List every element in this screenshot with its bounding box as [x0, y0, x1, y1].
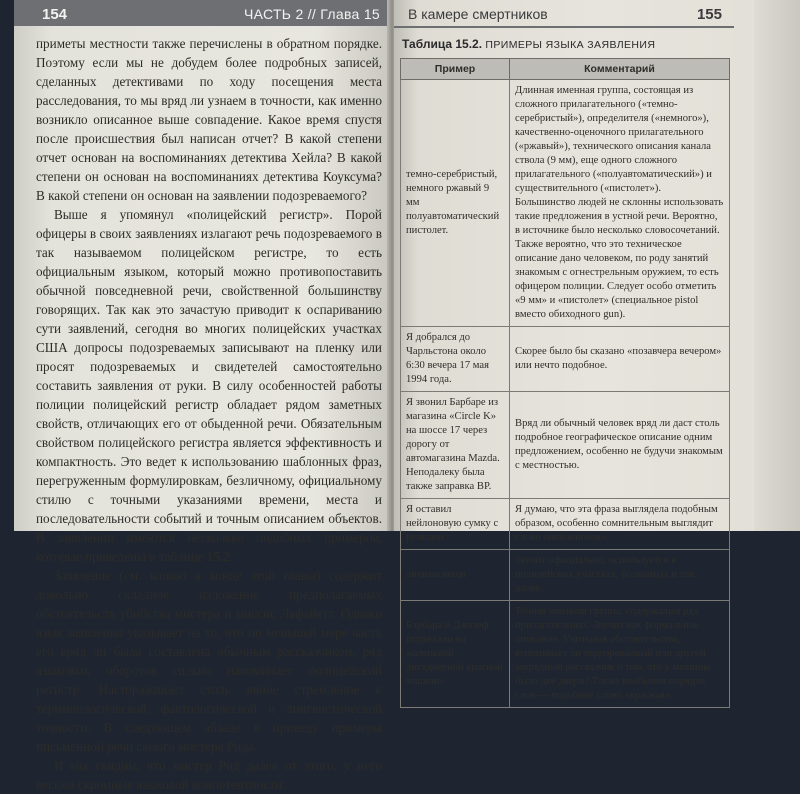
table-row [401, 550, 730, 601]
column-header-comment: Комментарий [510, 59, 730, 80]
comment-cell: Я думаю, что эта фраза выглядела подобным образом, особенно сомнительным выглядит слово «нейлоновая». [510, 499, 730, 550]
right-page-number: 155 [696, 6, 722, 23]
table-row [401, 601, 730, 708]
paragraph: И мы увидим, что мистер Рид далек от этого, у него весьма скромные языковой компетентности. [36, 758, 382, 792]
paragraph: приметы местности также перечислены в обратном порядке. Поэтому если мы не добудем более подробных записей, сделанных детективами по ходу посещения места расследования, то мы вряд ли узнаем в точности, как именно возникло описанное выше совпадение. Какое время спустя после происшествия был написан отчет? В какой степени отчет основан на воспоминаниях детектива Хейла? В какой степени он основан на воспоминаниях детектива Коуксума? В какой степени он основан на заявлении подозреваемого? [36, 36, 382, 203]
example-cell: Я звонил Барбаре из магазина «Circle K» на шоссе 17 через дорогу от автомагазина Mazda. Неподалеку была также заправка BP. [401, 392, 510, 499]
right-running-head: В камере смертников [408, 6, 548, 22]
table-row [401, 392, 730, 499]
left-page [14, 0, 390, 792]
table-label: Таблица 15.2. [402, 37, 483, 51]
example-cell: Я добрался до Чарльстона около 6:30 вечера 17 мая 1994 года. [401, 327, 510, 392]
comment-cell: Вряд ли обычный человек вряд ли даст столь подробное географическое описание одним предложением, особенно не будучи знакомым с местностью. [510, 392, 730, 499]
example-cell: Я оставил нейлоновую сумку с ручками [401, 499, 510, 550]
left-running-head: ЧАСТЬ 2 // Глава 15 [244, 6, 380, 22]
comment-cell: Звучит официально, используется в полицейских участках, больницах и так далее. [510, 550, 730, 601]
table-caption [402, 37, 655, 51]
table-row [401, 80, 730, 327]
column-header-example: Пример [401, 59, 510, 80]
left-page-header [14, 0, 390, 26]
examples-table [400, 58, 730, 708]
right-page [394, 0, 800, 701]
left-page-number: 154 [42, 6, 68, 23]
table-row [401, 327, 730, 392]
paragraph: Выше я упомянул «полицейский регистр». Порой офицеры в своих заявлениях излагают речь подозреваемого в так называемом полицейском регистре, то есть официальным языком, который можно противопоставить обычной повседневной речи, свойственной большинству говорящих. Так как это зачастую приводит к оспариванию сути заявлений, сегодня во многих полицейских участках США допросы подозреваемых записывают на пленку или просят подозреваемых и свидетелей самостоятельно составить заявления от руки. В силу особенностей работы полиции полицейский регистр обладает рядом заметных свойств, отличающих его от обыденной речи. Обязательным свойством полицейского регистра является эффективность и компактность. Это ведет к использованию шаблонных фраз, перегруженным формулировкам, безличному, официальному стилю с точными указаниями времени, места и последовательности событий и точным описанием объектов. В заявлении имеются несколько подобных примеров, которые приведены в таблице 15.2. [36, 207, 382, 564]
book-spread [14, 0, 800, 792]
table-header-row [401, 59, 730, 80]
page-edge [754, 0, 800, 531]
example-cell: темно-серебристый, немного ржавый 9 мм полуавтоматический пистолет. [401, 80, 510, 327]
comment-cell: Точная именная группа, содержащая ряд прилагательных. Звучит как формальное описание. Учитывая обстоятельства, вспоминает ли подозреваемый или другой заурядный рассказчик о том, что у машины было две двери? Также необычен порядок слов — подобное слово «красная». [510, 601, 730, 708]
example-cell: личные вещи [401, 550, 510, 601]
comment-cell: Скорее было бы сказано «позавчера вечером» или нечто подобное. [510, 327, 730, 392]
paragraph: Заявление (см. копию в конце этой главы) содержит довольно складное изложение предполагаемых обстоятельств убийства мистера и миссис Лафайетт. Однако язык заявления указывает на то, что по меньшей мере часть его вряд ли была составлена обычным рассказчиком, ряд языковых оборотов сильно напоминает полицейский регистр. Настораживает столь явное стремление к терминологической, фактологической и лингвистической точности. В следующем абзаце я приведу примеры письменной речи самого мистера Рида. [36, 568, 382, 754]
table-title: ПРИМЕРЫ ЯЗЫКА ЗАЯВЛЕНИЯ [485, 39, 656, 51]
table-row [401, 499, 730, 550]
example-cell: Барбара и Джозеф подъехали на маленькой двухдверной красной машине. [401, 601, 510, 708]
comment-cell: Длинная именная группа, состоящая из сложного прилагательного («темно-серебристый»), определителя («немного»), качественно-оценочного прилагательного («ржавый»), технического описания канала ствола (9 мм), еще одного сложного прилагательного («полуавтоматический») и существительного («пистолет»). Большинство людей не склонны использовать такие предложения в устной речи. Вероятно, в источнике было несколько словосочетаний. Также вероятно, что это техническое описание дано человеком, по роду занятий знакомым с огнестрельным оружием, то есть офицером полиции. Следует особо отметить «9 мм» и «пистолет» (специальное pistol вместо обиходного gun). [510, 80, 730, 327]
right-page-header [394, 0, 734, 28]
left-body-text [36, 34, 382, 794]
